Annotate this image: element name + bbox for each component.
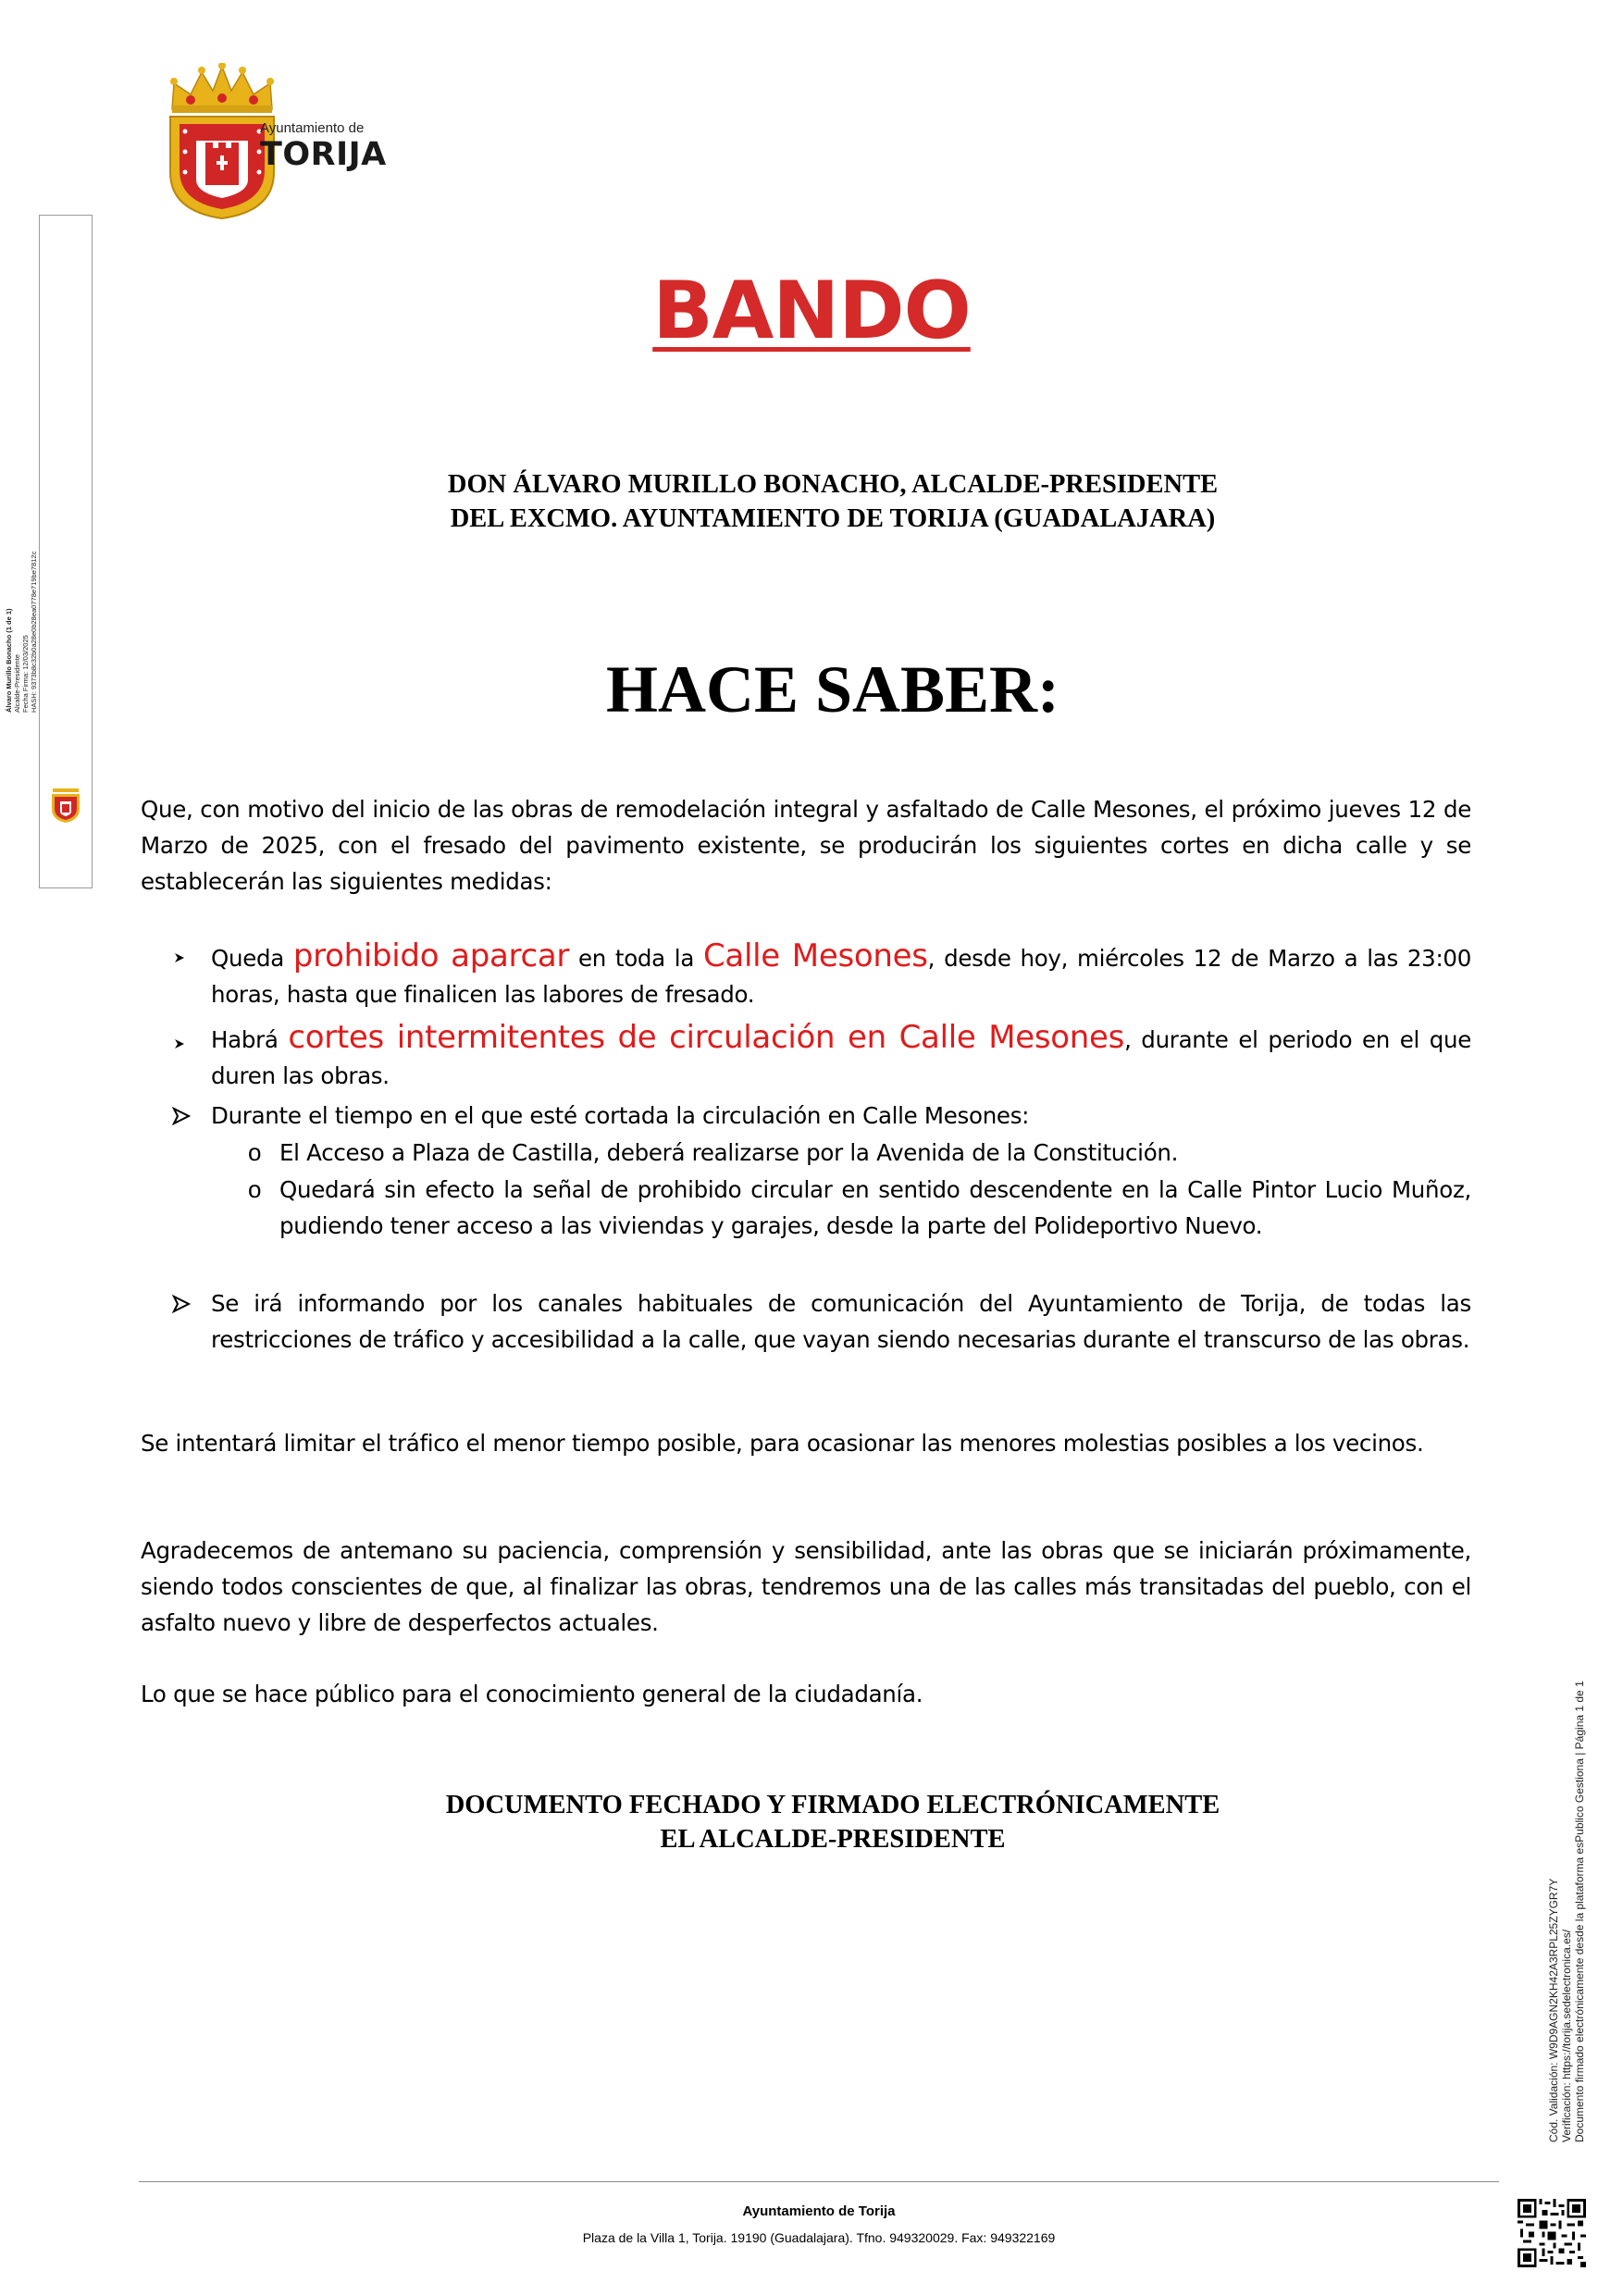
footer-organization: Ayuntamiento de Torija [742,2203,896,2219]
highlight-calle-mesones: Calle Mesones [702,937,928,974]
intro-paragraph: Que, con motivo del inicio de las obras de remodelación integral y asfaltado de Calle Mesones, el próximo jueves 12 de Marzo de 2025, con el fresado del pavimento existente, se producirán los siguientes cortes en dicha calle y se establecerán las siguientes medidas: [141,796,1471,895]
footer-divider [139,2181,1499,2182]
footer-address: Plaza de la Villa 1, Torija. 19190 (Guadalajara). Tfno. 949320029. Fax: 949322169 [582,2230,1056,2245]
logo-name: TORIJA [260,136,387,173]
circle-sub-bullet-icon: o [248,1175,262,1203]
signature-stamp-text [5,472,38,713]
bullet-text: Durante el tiempo en el que esté cortada la circulación en Calle Mesones: [211,1102,1030,1129]
sub-item-text: El Acceso a Plaza de Castilla, deberá realizarse por la Avenida de la Constitución. [279,1139,1179,1166]
sub-item-text: Quedará sin efecto la señal de prohibido circular en sentido descendente en la Calle Pintor Lucio Muñoz, pudiendo tener acceso a las viviendas y garajes, desde la parte del Polideportivo Nuevo. [279,1176,1471,1239]
small-arrow-bullet-icon [174,952,185,963]
paragraph-public-notice: Lo que se hace público para el conocimiento general de la ciudadanía. [141,1681,923,1707]
verification-platform: Documento firmado electrónicamente desde la plataforma esPublico Gestiona | Página 1 de 1 [1573,1681,1586,2142]
signature-date: Fecha Firma: 12/03/2025 [21,635,30,713]
document-title: BANDO [652,265,971,357]
circle-sub-bullet-icon: o [248,1138,262,1166]
arrow-bullet-icon [172,1295,191,1313]
signature-signer: Álvaro Murillo Bonacho (1 de 1) [5,608,13,713]
heading-line-2: DEL EXCMO. AYUNTAMIENTO DE TORIJA (GUADALAJARA) [450,504,1216,533]
signature-hash: HASH: 9373b8c32b0a28e0b28ea0778e719be7812c [30,551,38,713]
arrow-bullet-icon [172,1107,191,1125]
hace-saber-heading: HACE SABER: [605,652,1060,726]
verification-url: Verificación: https://torija.sedelectronica.es/ [1560,1929,1573,2142]
mayor-heading [278,467,1388,536]
closing-line-2: EL ALCALDE-PRESIDENTE [660,1825,1006,1854]
highlight-cortes-intermitentes: cortes intermitentes de circulación en Calle Mesones [288,1019,1125,1056]
coat-of-arms-small-icon [50,785,81,824]
paragraph-thanks: Agradecemos de antemano su paciencia, comprensión y sensibilidad, ante las obras que se iniciarán próximamente, siendo todos conscientes de que, al finalizar las obras, tendremos una de las calles más transitadas del pueblo, con el asfalto nuevo y libre de desperfectos actuales. [141,1537,1471,1636]
paragraph-limit-traffic: Se intentará limitar el tráfico el menor tiempo posible, para ocasionar las menores molestias posibles a los vecinos. [141,1430,1424,1457]
bullet-text: Habrá cortes intermitentes de circulación en Calle Mesones, durante el periodo en el que duren las obras. [211,1019,1471,1089]
bullet-text: Queda prohibido aparcar en toda la Calle Mesones, desde hoy, miércoles 12 de Marzo a las 23:00 horas, hasta que finalicen las labores de fresado. [211,937,1471,1008]
small-arrow-bullet-icon [174,1038,185,1049]
closing-line-1: DOCUMENTO FECHADO Y FIRMADO ELECTRÓNICAMENTE [445,1791,1220,1819]
signature-role: Alcalde-Presidente [13,654,21,713]
highlight-prohibido-aparcar: prohibido aparcar [292,937,570,974]
verification-code: Cód. Validación: W9D9AGN2KH42A3RPL25ZYGR7Y [1547,1878,1560,2142]
heading-line-1: DON ÁLVARO MURILLO BONACHO, ALCALDE-PRESIDENTE [447,470,1219,499]
logo-subtitle: Ayuntamiento de [260,120,365,136]
closing-signature-block [278,1788,1388,1856]
logo-wordmark [260,120,445,172]
verification-text [1547,1681,1586,2142]
qr-code-icon[interactable] [1518,2199,1586,2267]
bullet-text: Se irá informando por los canales habituales de comunicación del Ayuntamiento de Torija, de todas las restricciones de tráfico y accesibilidad a la calle, que vayan siendo necesarias durante el transcurso de las obras. [211,1290,1471,1353]
